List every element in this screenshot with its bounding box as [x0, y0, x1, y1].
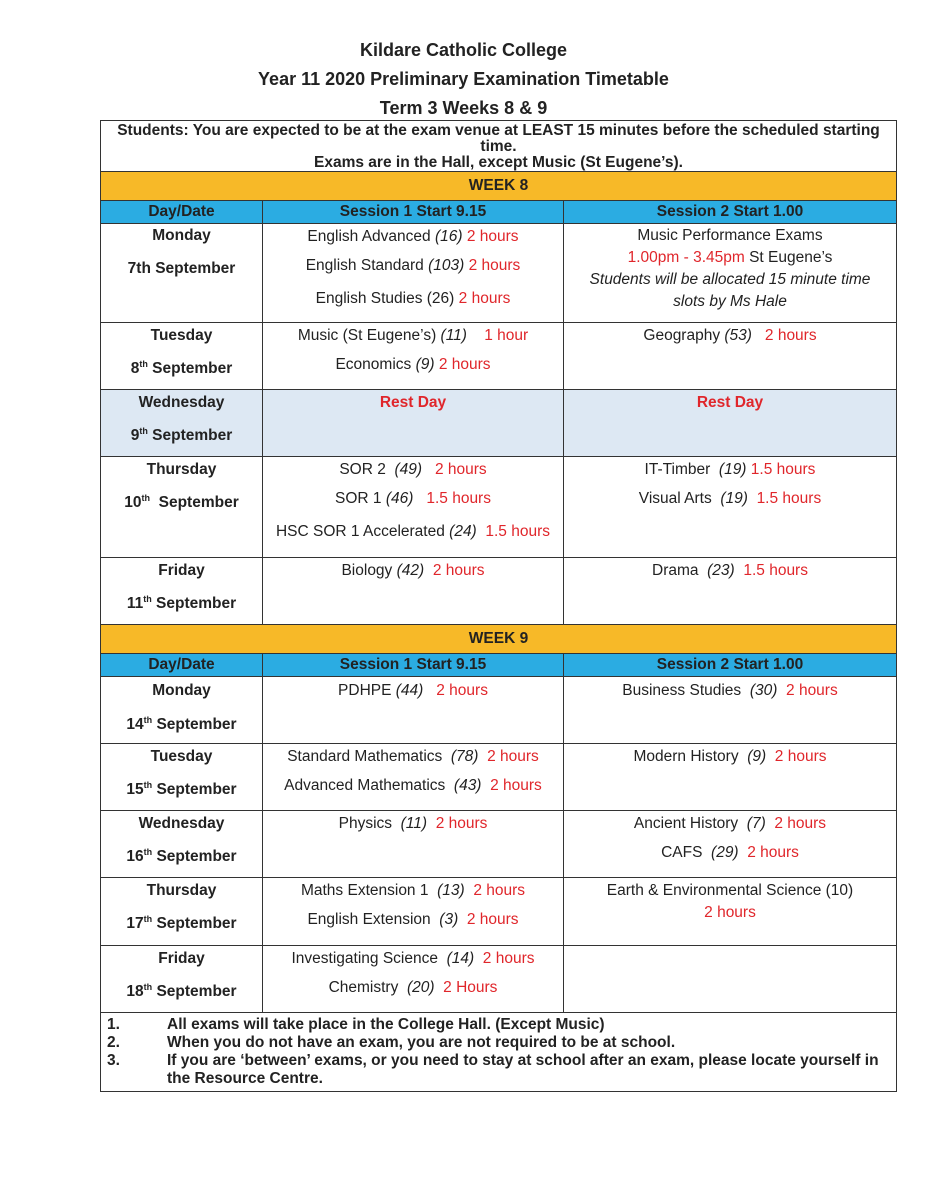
week-banner: WEEK 9 — [101, 625, 897, 654]
exam-entry: English Advanced (16) 2 hours — [307, 228, 519, 245]
day-date: 7th September — [127, 260, 236, 277]
table-row — [101, 811, 897, 878]
exam-entry: Music (St Eugene’s) (11) 1 hour — [297, 327, 529, 344]
day-cell — [101, 457, 263, 558]
session1-cell — [263, 744, 564, 811]
day-name: Tuesday — [150, 748, 213, 765]
note-item: 2. When you do not have an exam, you are not required to be at school. — [107, 1034, 676, 1051]
day-date: 9th September — [130, 426, 233, 445]
exam-entry: HSC SOR 1 Accelerated (24) 1.5 hours — [275, 523, 550, 540]
day-cell — [101, 390, 263, 457]
table-row — [101, 457, 897, 558]
day-cell — [101, 323, 263, 390]
exam-entry: Geography (53) 2 hours — [643, 327, 817, 344]
session2-cell — [564, 323, 897, 390]
exam-entry: Advanced Mathematics (43) 2 hours — [284, 777, 542, 794]
day-cell — [101, 878, 263, 946]
day-cell — [101, 946, 263, 1013]
table-row — [101, 224, 897, 323]
page-title: Year 11 2020 Preliminary Examination Timetable — [258, 69, 669, 89]
session1-cell — [263, 811, 564, 878]
day-date: 14th September — [126, 715, 237, 734]
day-cell — [101, 558, 263, 625]
day-name: Friday — [158, 950, 205, 967]
notes-row — [101, 1013, 897, 1092]
exam-entry: Visual Arts (19) 1.5 hours — [638, 490, 822, 507]
exam-entry: IT-Timber (19) 1.5 hours — [644, 461, 816, 478]
table-row — [101, 946, 897, 1013]
session2-cell — [564, 878, 897, 946]
session2-cell — [564, 390, 897, 457]
day-name: Tuesday — [150, 327, 213, 344]
day-date: 10th September — [124, 493, 239, 512]
exam-duration: 2 hours — [704, 904, 756, 921]
session2-cell — [564, 558, 897, 625]
day-cell — [101, 811, 263, 878]
notice — [101, 121, 897, 172]
exam-entry: Chemistry (20) 2 Hours — [328, 979, 498, 996]
exam-entry: Music Performance Exams — [637, 227, 823, 244]
exam-entry: English Studies (26) 2 hours — [315, 290, 511, 307]
exam-entry: Earth & Environmental Science (10) — [606, 882, 854, 899]
exam-note: Students will be allocated 15 minute time slots by Ms Hale — [589, 271, 871, 310]
exam-entry: SOR 2 (49) 2 hours — [339, 461, 487, 478]
exam-entry: Investigating Science (14) 2 hours — [291, 950, 535, 967]
notice-line: Students: You are expected to be at the exam venue at LEAST 15 minutes before the scheduled starting time. — [117, 122, 880, 155]
exam-entry: Ancient History (7) 2 hours — [633, 815, 827, 832]
table-row — [101, 744, 897, 811]
exam-entry: Drama (23) 1.5 hours — [652, 562, 808, 579]
exam-entry: Business Studies (30) 2 hours — [622, 682, 838, 699]
day-name: Thursday — [146, 461, 217, 478]
session1-cell — [263, 558, 564, 625]
session1-cell — [263, 878, 564, 946]
rest-day-label: Rest Day — [696, 394, 764, 411]
table-row — [101, 558, 897, 625]
exam-entry: English Extension (3) 2 hours — [307, 911, 519, 928]
exam-timetable — [100, 120, 897, 1092]
exam-entry: Maths Extension 1 (13) 2 hours — [300, 882, 526, 899]
day-name: Wednesday — [138, 394, 225, 411]
day-name: Monday — [152, 682, 211, 699]
week-banner: WEEK 8 — [101, 172, 897, 201]
exam-entry: English Standard (103) 2 hours — [305, 257, 521, 274]
session2-cell — [564, 457, 897, 558]
session2-cell — [564, 946, 897, 1013]
document-header — [0, 36, 927, 123]
session1-cell — [263, 390, 564, 457]
day-cell — [101, 677, 263, 744]
table-row — [101, 677, 897, 744]
session1-cell — [263, 946, 564, 1013]
day-date: 16th September — [126, 847, 237, 866]
column-header-row — [101, 654, 897, 677]
exam-entry: Standard Mathematics (78) 2 hours — [287, 748, 539, 765]
day-name: Monday — [152, 227, 211, 244]
session2-cell — [564, 811, 897, 878]
day-date: 18th September — [126, 982, 237, 1001]
table-row — [101, 390, 897, 457]
note-item: 3. If you are ‘between’ exams, or you need to stay at school after an exam, please locate yourself in the Resource Centre. — [107, 1052, 879, 1087]
session2-cell — [564, 224, 897, 323]
column-header-day: Day/Date — [101, 201, 263, 224]
column-header-session2: Session 2 Start 1.00 — [564, 654, 897, 677]
day-name: Thursday — [146, 882, 217, 899]
exam-entry: 1.00pm - 3.45pm St Eugene’s — [627, 249, 833, 266]
exam-entry: Economics (9) 2 hours — [335, 356, 491, 373]
exam-entry: CAFS (29) 2 hours — [661, 844, 799, 861]
notice-line: Exams are in the Hall, except Music (St Eugene’s). — [314, 154, 683, 171]
session1-cell — [263, 224, 564, 323]
day-date: 11th September — [126, 594, 237, 613]
day-date: 15th September — [126, 780, 237, 799]
column-header-session2: Session 2 Start 1.00 — [564, 201, 897, 224]
day-cell — [101, 224, 263, 323]
term-subtitle: Term 3 Weeks 8 & 9 — [379, 98, 548, 118]
session1-cell — [263, 323, 564, 390]
day-name: Friday — [158, 562, 205, 579]
column-header-session1: Session 1 Start 9.15 — [263, 201, 564, 224]
day-date: 17th September — [126, 914, 237, 933]
day-name: Wednesday — [138, 815, 225, 832]
notes — [101, 1013, 897, 1092]
session1-cell — [263, 677, 564, 744]
table-row — [101, 323, 897, 390]
session2-cell — [564, 677, 897, 744]
column-header-row — [101, 201, 897, 224]
note-item: 1. All exams will take place in the College Hall. (Except Music) — [107, 1016, 605, 1033]
column-header-session1: Session 1 Start 9.15 — [263, 654, 564, 677]
notice-row — [101, 121, 897, 172]
session1-cell — [263, 457, 564, 558]
rest-day-label: Rest Day — [379, 394, 447, 411]
exam-entry: SOR 1 (46) 1.5 hours — [335, 490, 491, 507]
day-date: 8th September — [130, 359, 233, 378]
exam-entry: Modern History (9) 2 hours — [633, 748, 827, 765]
exam-entry: PDHPE (44) 2 hours — [338, 682, 488, 699]
column-header-day: Day/Date — [101, 654, 263, 677]
exam-entry: Physics (11) 2 hours — [338, 815, 488, 832]
day-cell — [101, 744, 263, 811]
table-row — [101, 878, 897, 946]
session2-cell — [564, 744, 897, 811]
school-name: Kildare Catholic College — [359, 40, 568, 60]
exam-entry: Biology (42) 2 hours — [341, 562, 485, 579]
